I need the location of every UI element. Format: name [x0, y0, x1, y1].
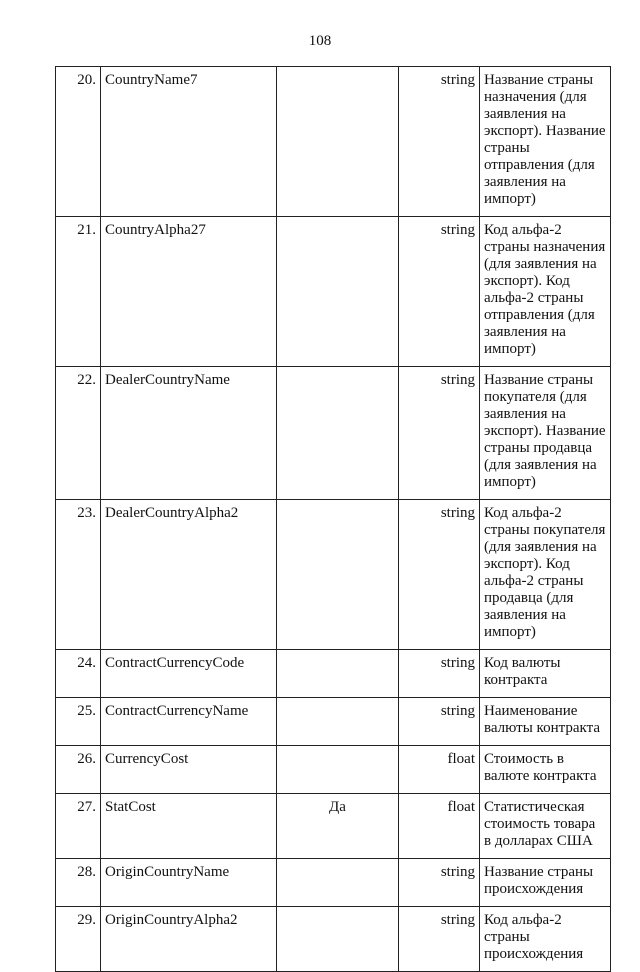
row-number: 21.: [56, 217, 101, 367]
field-description: Название страны покупателя (для заявления на экспорт). Название страны продавца (для заявления на импорт): [480, 367, 611, 500]
row-number: 25.: [56, 698, 101, 746]
required-flag: [277, 698, 399, 746]
field-type: float: [399, 794, 480, 859]
field-description: Код альфа-2 страны назначения (для заявления на экспорт). Код альфа-2 страны отправления (для заявления на импорт): [480, 217, 611, 367]
field-spec-table: [55, 66, 611, 972]
field-description: Стоимость в валюте контракта: [480, 746, 611, 794]
field-spec-table-body: [56, 67, 611, 972]
field-type: string: [399, 907, 480, 972]
row-number: 27.: [56, 794, 101, 859]
field-name: CountryName7: [101, 67, 277, 217]
field-name: CurrencyCost: [101, 746, 277, 794]
field-type: string: [399, 67, 480, 217]
field-type: string: [399, 367, 480, 500]
page-number: 108: [308, 33, 332, 49]
field-name: OriginCountryAlpha2: [101, 907, 277, 972]
required-flag: [277, 67, 399, 217]
table-row: [56, 367, 611, 500]
field-type: string: [399, 698, 480, 746]
field-description: Статистическая стоимость товара в долларах США: [480, 794, 611, 859]
row-number: 26.: [56, 746, 101, 794]
field-name: DealerCountryName: [101, 367, 277, 500]
field-name: DealerCountryAlpha2: [101, 500, 277, 650]
table-row: [56, 650, 611, 698]
field-name: ContractCurrencyCode: [101, 650, 277, 698]
row-number: 23.: [56, 500, 101, 650]
field-description: Код альфа-2 страны покупателя (для заявления на экспорт). Код альфа-2 страны продавца (для заявления на импорт): [480, 500, 611, 650]
field-type: string: [399, 650, 480, 698]
field-type: string: [399, 217, 480, 367]
field-description: Код валюты контракта: [480, 650, 611, 698]
table-row: [56, 907, 611, 972]
field-description: Название страны назначения (для заявления на экспорт). Название страны отправления (для заявления на импорт): [480, 67, 611, 217]
required-flag: [277, 500, 399, 650]
field-type: float: [399, 746, 480, 794]
field-name: CountryAlpha27: [101, 217, 277, 367]
required-flag: [277, 367, 399, 500]
required-flag: [277, 746, 399, 794]
field-description: Название страны происхождения: [480, 859, 611, 907]
table-row: [56, 67, 611, 217]
row-number: 28.: [56, 859, 101, 907]
table-row: [56, 746, 611, 794]
field-name: OriginCountryName: [101, 859, 277, 907]
table-row: [56, 794, 611, 859]
required-flag: [277, 907, 399, 972]
row-number: 24.: [56, 650, 101, 698]
table-row: [56, 500, 611, 650]
row-number: 22.: [56, 367, 101, 500]
table-row: [56, 859, 611, 907]
table-row: [56, 217, 611, 367]
table-row: [56, 698, 611, 746]
required-flag: [277, 650, 399, 698]
required-flag: [277, 217, 399, 367]
required-flag: [277, 859, 399, 907]
field-description: Наименование валюты контракта: [480, 698, 611, 746]
field-name: StatCost: [101, 794, 277, 859]
field-type: string: [399, 859, 480, 907]
row-number: 29.: [56, 907, 101, 972]
required-flag: Да: [277, 794, 399, 859]
field-type: string: [399, 500, 480, 650]
field-description: Код альфа-2 страны происхождения: [480, 907, 611, 972]
field-name: ContractCurrencyName: [101, 698, 277, 746]
row-number: 20.: [56, 67, 101, 217]
